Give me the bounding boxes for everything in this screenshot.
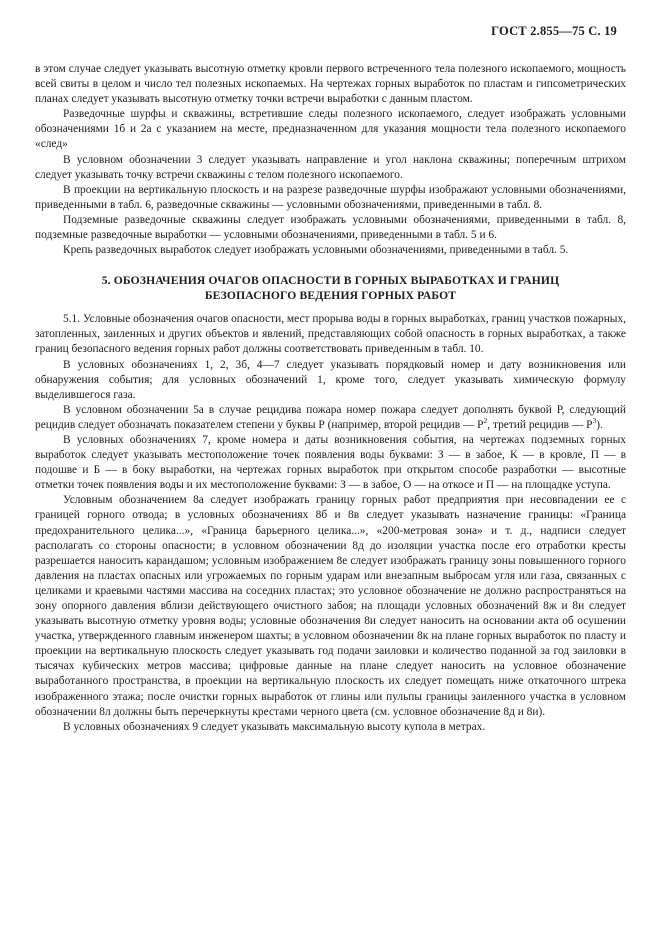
fire-sup-2: 2 [483, 416, 488, 426]
fire-text-mid: , третий рецидив — Р [487, 418, 593, 431]
paragraph-shurfy: Разведочные шурфы и скважины, встретившие следы полезного ископаемого, следует изображать условными обозначениями 1б и 2а с указанием на месте, предназначенном для указания мощности тела полезного ископаемого «след» [35, 108, 626, 151]
page-header: ГОСТ 2.855—75 С. 19 [491, 24, 617, 38]
fire-text-main: В условном обозначении 5а в случае рецидива пожара номер пожара следует дополнять буквой Р, следующий рецидив следует обозначать показателем степени у буквы Р (например, второй рецидив — Р [35, 403, 626, 431]
paragraph-proektsiya: В проекции на вертикальную плоскость и на разрезе разведочные шурфы изображают условными обозначениями, приведенными в табл. 6, разведочные скважины — условными обозначениями, приведенными в табл. 8. [35, 183, 626, 211]
page-body [35, 62, 626, 735]
fire-sup-3: 3 [592, 416, 597, 426]
section-title-line-1: 5. ОБОЗНАЧЕНИЯ ОЧАГОВ ОПАСНОСТИ В ГОРНЫХ ВЫРАБОТКАХ И ГРАНИЦ [101, 274, 560, 288]
paragraph-podzemnye-skvazhiny: Подземные разведочные скважины следует изображать условными обозначениями, приведенными в табл. 8, подземные разведочные выработки — условными обозначениями, приведенными в табл. 5 и 6. [35, 213, 626, 242]
fire-text-end: ). [596, 418, 603, 431]
paragraph-krep: Крепь разведочных выработок следует изображать условными обозначениями, приведенными в табл. 5. [63, 244, 569, 257]
paragraph-9-dome: В условных обозначениях 9 следует указывать максимальную высоту купола в метрах. [63, 720, 486, 733]
section-title [35, 273, 626, 303]
paragraph-5-1: 5.1. Условные обозначения очагов опасности, мест прорыва воды в горных выработках, границ участков пожарных, затопленных, заиленных и других объектов и явлений, представляющих собой опасность в горных выработках, а также границ безопасного ведения горных работ должны соответствовать приведенным в табл. 10. [35, 313, 626, 356]
paragraph-continuation: в этом случае следует указывать высотную отметку кровли первого встреченного тела полезного ископаемого, мощность всей свиты в целом и число тел полезных ископаемых. На чертежах горных выработок по пластам и гипсометрических планах следует указывать высотную отметку точки встречи выработки с данным пластом. [35, 63, 626, 106]
paragraph-fire-recurrence [35, 403, 626, 433]
section-title-line-2: БЕЗОПАСНОГО ВЕДЕНИЯ ГОРНЫХ РАБОТ [204, 289, 457, 303]
paragraph-8a-borders: Условным обозначением 8а следует изображать границу горных работ предприятия при несовпадении ее с границей горного отвода; в условных обозначениях 8б и 8в следует указывать назначение границы: «Граница предохранительного целика...», «Граница барьерного целика...», «200-метровая зона» и т. д., надписи следует располагать со стороны опасности; в условном обозначении 8д до изоляции участка после его отработки кресты разрешается наносить карандашом; условным изображением 8е следует изображать границу зоны повышенного горного давления на пластах опасных или угрожаемых по горным ударам или внезапным выбросам угля или газа, связанных с целиками и краевыми частями массива на соседних пластах; это условное обозначение не должно распространяться на зону опорного давления вблизи действующего очистного забоя; на площади условных обозначений 8ж и 8и следует указывать высотную отметку уровня воды; условные обозначения 8и следует наносить на основании акта об осушении участка, утвержденного главным инженером шахты; в условном обозначении 8к на плане горных выработок по пласту и проекции на вертикальную плоскость следует указывать год подачи заиловки и количество поданной за год заиловки в тысячах кубических метров массива; цифровые данные на плане следует наносить на условное обозначение выработанного пространства, в проекции на вертикальную плоскость их следует помещать ниже откаточного штрека изображенного этажа; после очистки горных выработок от глины или пульпы границы заиленного участка в условном обозначении 8л должны быть перечеркнуты крестами черного цвета (см. условное обозначение 8д и 8и). [35, 494, 626, 718]
paragraph-oboznachenie-3: В условном обозначении 3 следует указывать направление и угол наклона скважины; поперечным штрихом следует указывать точку встречи скважины с телом полезного ископаемого. [35, 153, 626, 181]
paragraph-chem-formula: В условных обозначениях 1, 2, 3б, 4—7 следует указывать порядковый номер и дату возникновения или обнаружения события; для условных обозначений 1, кроме того, следует указывать химическую формулу выделившегося газа. [35, 358, 626, 401]
paragraph-water-points: В условных обозначениях 7, кроме номера и даты возникновения события, на чертежах подземных горных выработок следует указывать местоположение точек появления воды буквами: З — в забое, К — в кровле, П — в подошве и Б — в боку выработки, на чертежах горных выработок при открытом способе разработки — высотные отметки точек появления воды и их местоположение буквами: З — в забое, О — на откосе и П — на площадке уступа. [35, 433, 626, 492]
